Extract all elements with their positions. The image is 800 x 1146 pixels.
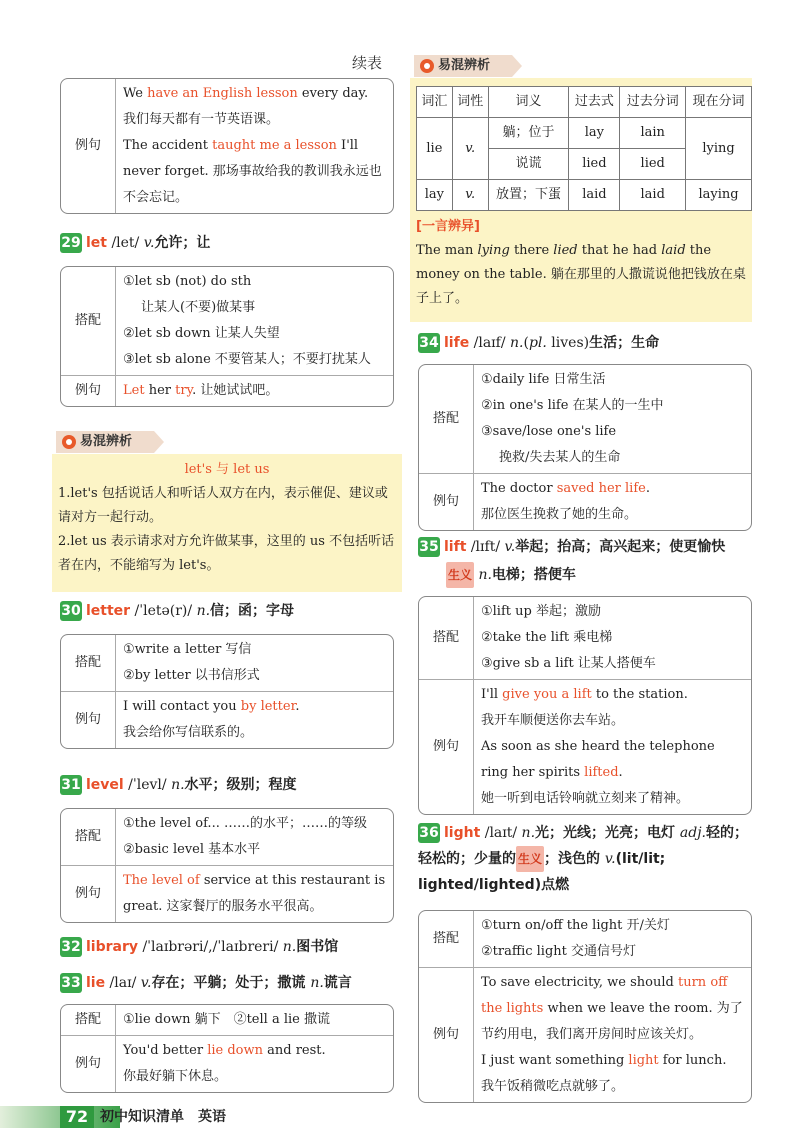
part-of-speech: adj. <box>679 825 706 841</box>
new-meaning-badge: 生义 <box>516 846 544 872</box>
ex-text: service at this restaurant is great. 这家餐厅的服务水平很高。 <box>123 873 386 914</box>
collocation: 挽救/失去某人的生命 <box>499 450 621 465</box>
col-header: 词汇 <box>417 87 453 118</box>
ex-text: and rest. <box>262 1043 326 1058</box>
yiyan-label: [一言辨异] <box>416 219 480 234</box>
collocation: ③save/lose one's life <box>481 424 617 439</box>
entry-34-table <box>418 364 752 531</box>
confuse-title: let's 与 let us <box>184 462 270 477</box>
lesson-example-table <box>60 78 394 214</box>
example-label: 例句 <box>419 473 474 530</box>
entry-number: 35 <box>419 539 439 555</box>
col-header: 过去式 <box>569 87 620 118</box>
phonetic: /laɪt/ <box>480 825 522 841</box>
definition: 举起；抬高；高兴起来；使更愉快 <box>515 539 726 555</box>
ex-text: I will contact you <box>123 699 241 714</box>
cell: 说谎 <box>488 149 569 180</box>
phonetic: /ˈletə(r)/ <box>130 603 197 619</box>
definition: 光；光线；光亮；电灯 <box>535 825 680 841</box>
cell: v. <box>452 118 488 180</box>
book-title: 初中知识清单 英语 <box>100 1109 226 1125</box>
part-of-speech: v. <box>504 539 516 555</box>
collocation: ①lie down 躺下 ②tell a lie 撒谎 <box>123 1012 330 1027</box>
entry-number: 33 <box>61 975 81 991</box>
confuse-box-2 <box>410 78 752 322</box>
collocation-label: 搭配 <box>61 267 116 375</box>
ex-highlight: lie down <box>207 1043 263 1058</box>
ex-highlight: have an English lesson <box>147 86 298 101</box>
definition: 信；函；字母 <box>210 603 295 619</box>
col-header: 过去分词 <box>620 87 686 118</box>
ex-text: The doctor <box>481 481 557 496</box>
tag-label: 易混辨析 <box>438 58 491 73</box>
ex-text: . <box>618 765 623 780</box>
ex-translation: 我午饭稍微吃点就够了。 <box>481 1079 625 1094</box>
ex-translation: 你最好躺下休息。 <box>123 1069 228 1084</box>
example-label: 例句 <box>61 865 116 922</box>
entry-30-table <box>60 634 394 749</box>
ex-highlight: by letter <box>240 699 296 714</box>
headword: life <box>444 335 470 351</box>
ex-highlight: Let <box>123 383 145 398</box>
col-header: 词性 <box>452 87 488 118</box>
definition: 存在；平躺；处于；撒谎 <box>151 975 311 991</box>
ex-highlight: try <box>175 383 193 398</box>
ex-highlight: turn off the lights <box>481 975 728 1016</box>
ex-highlight: give you a lift <box>502 687 592 702</box>
cell: v. <box>452 180 488 211</box>
example-label: 例句 <box>419 679 474 814</box>
part-of-speech: v. <box>143 235 155 251</box>
page-number: 72 <box>60 1106 94 1128</box>
entry-31-table <box>60 808 394 923</box>
part-of-speech: v. <box>604 851 616 867</box>
entry-31-heading <box>60 772 297 798</box>
collocation: ①daily life 日常生活 <box>481 372 606 387</box>
cell: lied <box>569 149 620 180</box>
headword: let <box>86 235 107 251</box>
magnifier-icon <box>62 435 76 449</box>
collocation: ②let sb down 让某人失望 <box>123 326 280 341</box>
entry-36-table <box>418 910 752 1103</box>
part-of-speech: n. <box>310 975 324 991</box>
ex-highlight: taught me a lesson <box>212 138 337 153</box>
collocation-label: 搭配 <box>419 365 474 473</box>
entry-35-heading <box>418 534 725 560</box>
ex-translation: 我开车顺便送你去车站。 <box>481 713 625 728</box>
collocation: ②by letter 以书信形式 <box>123 668 260 683</box>
ex-text: We <box>123 86 148 101</box>
entry-33-heading <box>60 970 352 996</box>
entry-34-heading <box>418 330 659 356</box>
ex-text: I just want something <box>481 1053 629 1068</box>
definition: 电梯；搭便车 <box>491 567 576 583</box>
ex-translation: 我们每天都有一节英语课。 <box>123 112 280 127</box>
ex-text: her <box>144 383 176 398</box>
cell: 躺；位于 <box>488 118 569 149</box>
collocation: ③give sb a lift 让某人搭便车 <box>481 656 656 671</box>
new-meaning-badge: 生义 <box>446 562 474 588</box>
magnifier-icon <box>420 59 434 73</box>
collocation: ①let sb (not) do sth <box>123 274 252 289</box>
definition: 谎言 <box>323 975 352 991</box>
cell: lie <box>417 118 453 180</box>
phonetic: /ˈlevl/ <box>123 777 172 793</box>
ex-text: for lunch. <box>658 1053 727 1068</box>
ex-text: The accident <box>123 138 213 153</box>
part-of-speech: n. <box>171 777 185 793</box>
confuse-point: 2.let us 表示请求对方允许做某事，这里的 us 不包括听话者在内，不能缩写为 let's。 <box>58 534 395 573</box>
collocation: ②basic level 基本水平 <box>123 842 261 857</box>
definition: 水平；级别；程度 <box>184 777 297 793</box>
ex-text: every day. <box>297 86 369 101</box>
ex-highlight: The level of <box>123 873 200 888</box>
collocation: ③let sb alone 不要管某人；不要打扰某人 <box>123 352 371 367</box>
ex-text: I'll <box>481 687 503 702</box>
entry-number: 30 <box>61 603 81 619</box>
definition: ；浅色的 <box>544 851 605 867</box>
ex-text: As soon as she heard the telephone ring her spirits <box>481 739 715 780</box>
cell: lay <box>569 118 620 149</box>
entry-30-heading <box>60 598 294 624</box>
phonetic: /let/ <box>107 235 144 251</box>
phonetic: /ˈlaɪbrəri/,/ˈlaɪbreri/ <box>138 939 283 955</box>
cell: laid <box>569 180 620 211</box>
collocation-label: 搭配 <box>61 809 116 865</box>
definition: 允许；让 <box>154 235 211 251</box>
note: pl. <box>528 335 547 351</box>
cell: lying <box>686 118 752 180</box>
phonetic: /laɪf/ <box>469 335 511 351</box>
phonetic: /lɪft/ <box>466 539 505 555</box>
collocation-label: 搭配 <box>419 911 474 967</box>
definition: 图书馆 <box>296 939 339 955</box>
ex-text: To save electricity, we should <box>481 975 678 990</box>
part-of-speech: n. <box>510 335 524 351</box>
ex-highlight: light <box>628 1053 659 1068</box>
col-header: 现在分词 <box>686 87 752 118</box>
collocation: ②take the lift 乘电梯 <box>481 630 613 645</box>
collocation: ①turn on/off the light 开/关灯 <box>481 918 670 933</box>
collocation: 让某人(不要)做某事 <box>141 300 256 315</box>
headword: light <box>444 825 481 841</box>
example-label: 例句 <box>61 375 116 406</box>
ex-text: . <box>295 699 300 714</box>
entry-32-heading <box>60 934 338 960</box>
ex-translation: 我会给你写信联系的。 <box>123 725 254 740</box>
collocation: ①the level of... ……的水平；……的等级 <box>123 816 367 831</box>
ex-translation: 她一听到电话铃响就立刻来了精神。 <box>481 791 690 806</box>
continued-label: 续表 <box>352 54 383 72</box>
entry-35-heading-2 <box>446 562 576 588</box>
example-label: 例句 <box>61 1035 116 1092</box>
word-forms-table <box>416 86 752 211</box>
part-of-speech: n. <box>282 939 297 955</box>
ex-text: I'll never forget. 那场事故给我的教训我永远也不会忘记。 <box>123 138 382 205</box>
entry-36-heading <box>418 820 752 898</box>
headword: letter <box>86 603 131 619</box>
entry-29-table <box>60 266 394 407</box>
ex-text: when we leave the room. 为了节约用电，我们离开房间时应该关灯。 <box>481 1001 743 1042</box>
ex-text: You'd better <box>123 1043 208 1058</box>
entry-number: 31 <box>61 777 81 793</box>
collocation-label: 搭配 <box>419 597 474 679</box>
example-label: 例句 <box>419 967 474 1102</box>
ex-text: . 让她试试吧。 <box>192 383 279 398</box>
page-footer <box>0 1098 800 1146</box>
entry-number: 34 <box>419 335 439 351</box>
confuse-tag-1 <box>56 430 154 452</box>
collocation-label: 搭配 <box>61 635 116 691</box>
note: lives) <box>546 335 590 351</box>
cell: 放置；下蛋 <box>488 180 569 211</box>
entry-number: 29 <box>61 235 81 251</box>
entry-number: 32 <box>61 939 81 955</box>
cell: laying <box>686 180 752 211</box>
yiyan-sentence: The man lying there lied that he had laid the money on the table. 躺在那里的人撒谎说他把钱放在桌子上了。 <box>416 243 746 306</box>
cell: lay <box>417 180 453 211</box>
cell: lain <box>620 118 686 149</box>
entry-35-table <box>418 596 752 815</box>
example-label: 例句 <box>61 79 116 213</box>
ex-translation: 那位医生挽救了她的生命。 <box>481 507 638 522</box>
example-label: 例句 <box>61 691 116 748</box>
tag-label: 易混辨析 <box>80 434 133 449</box>
note: ( <box>523 335 529 351</box>
part-of-speech: n. <box>196 603 211 619</box>
part-of-speech: n. <box>478 567 492 583</box>
ex-highlight: lifted <box>584 765 619 780</box>
definition: (lit/lit; lighted/lighted)点燃 <box>418 851 666 893</box>
confuse-point: 1.let's 包括说话人和听话人双方在内，表示催促、建议或请对方一起行动。 <box>58 486 388 525</box>
confuse-tag-2 <box>414 54 512 76</box>
headword: lift <box>444 539 467 555</box>
entry-29-heading <box>60 230 210 256</box>
definition: 轻的；轻松的；少量的 <box>418 825 748 867</box>
ex-text: . <box>645 481 650 496</box>
definition: 生活；生命 <box>589 335 660 351</box>
confuse-box-1 <box>52 454 402 592</box>
ex-highlight: saved her life <box>556 481 646 496</box>
col-header: 词义 <box>488 87 569 118</box>
headword: library <box>86 939 139 955</box>
headword: level <box>86 777 124 793</box>
collocation: ②in one's life 在某人的一生中 <box>481 398 664 413</box>
collocation-label: 搭配 <box>61 1005 116 1035</box>
cell: laid <box>620 180 686 211</box>
headword: lie <box>86 975 106 991</box>
collocation: ②traffic light 交通信号灯 <box>481 944 637 959</box>
entry-33-table <box>60 1004 394 1093</box>
collocation: ①lift up 举起；激励 <box>481 604 601 619</box>
ex-text: to the station. <box>591 687 688 702</box>
entry-number: 36 <box>419 825 439 841</box>
part-of-speech: v. <box>140 975 152 991</box>
cell: lied <box>620 149 686 180</box>
collocation: ①write a letter 写信 <box>123 642 252 657</box>
part-of-speech: n. <box>521 825 536 841</box>
phonetic: /laɪ/ <box>105 975 141 991</box>
